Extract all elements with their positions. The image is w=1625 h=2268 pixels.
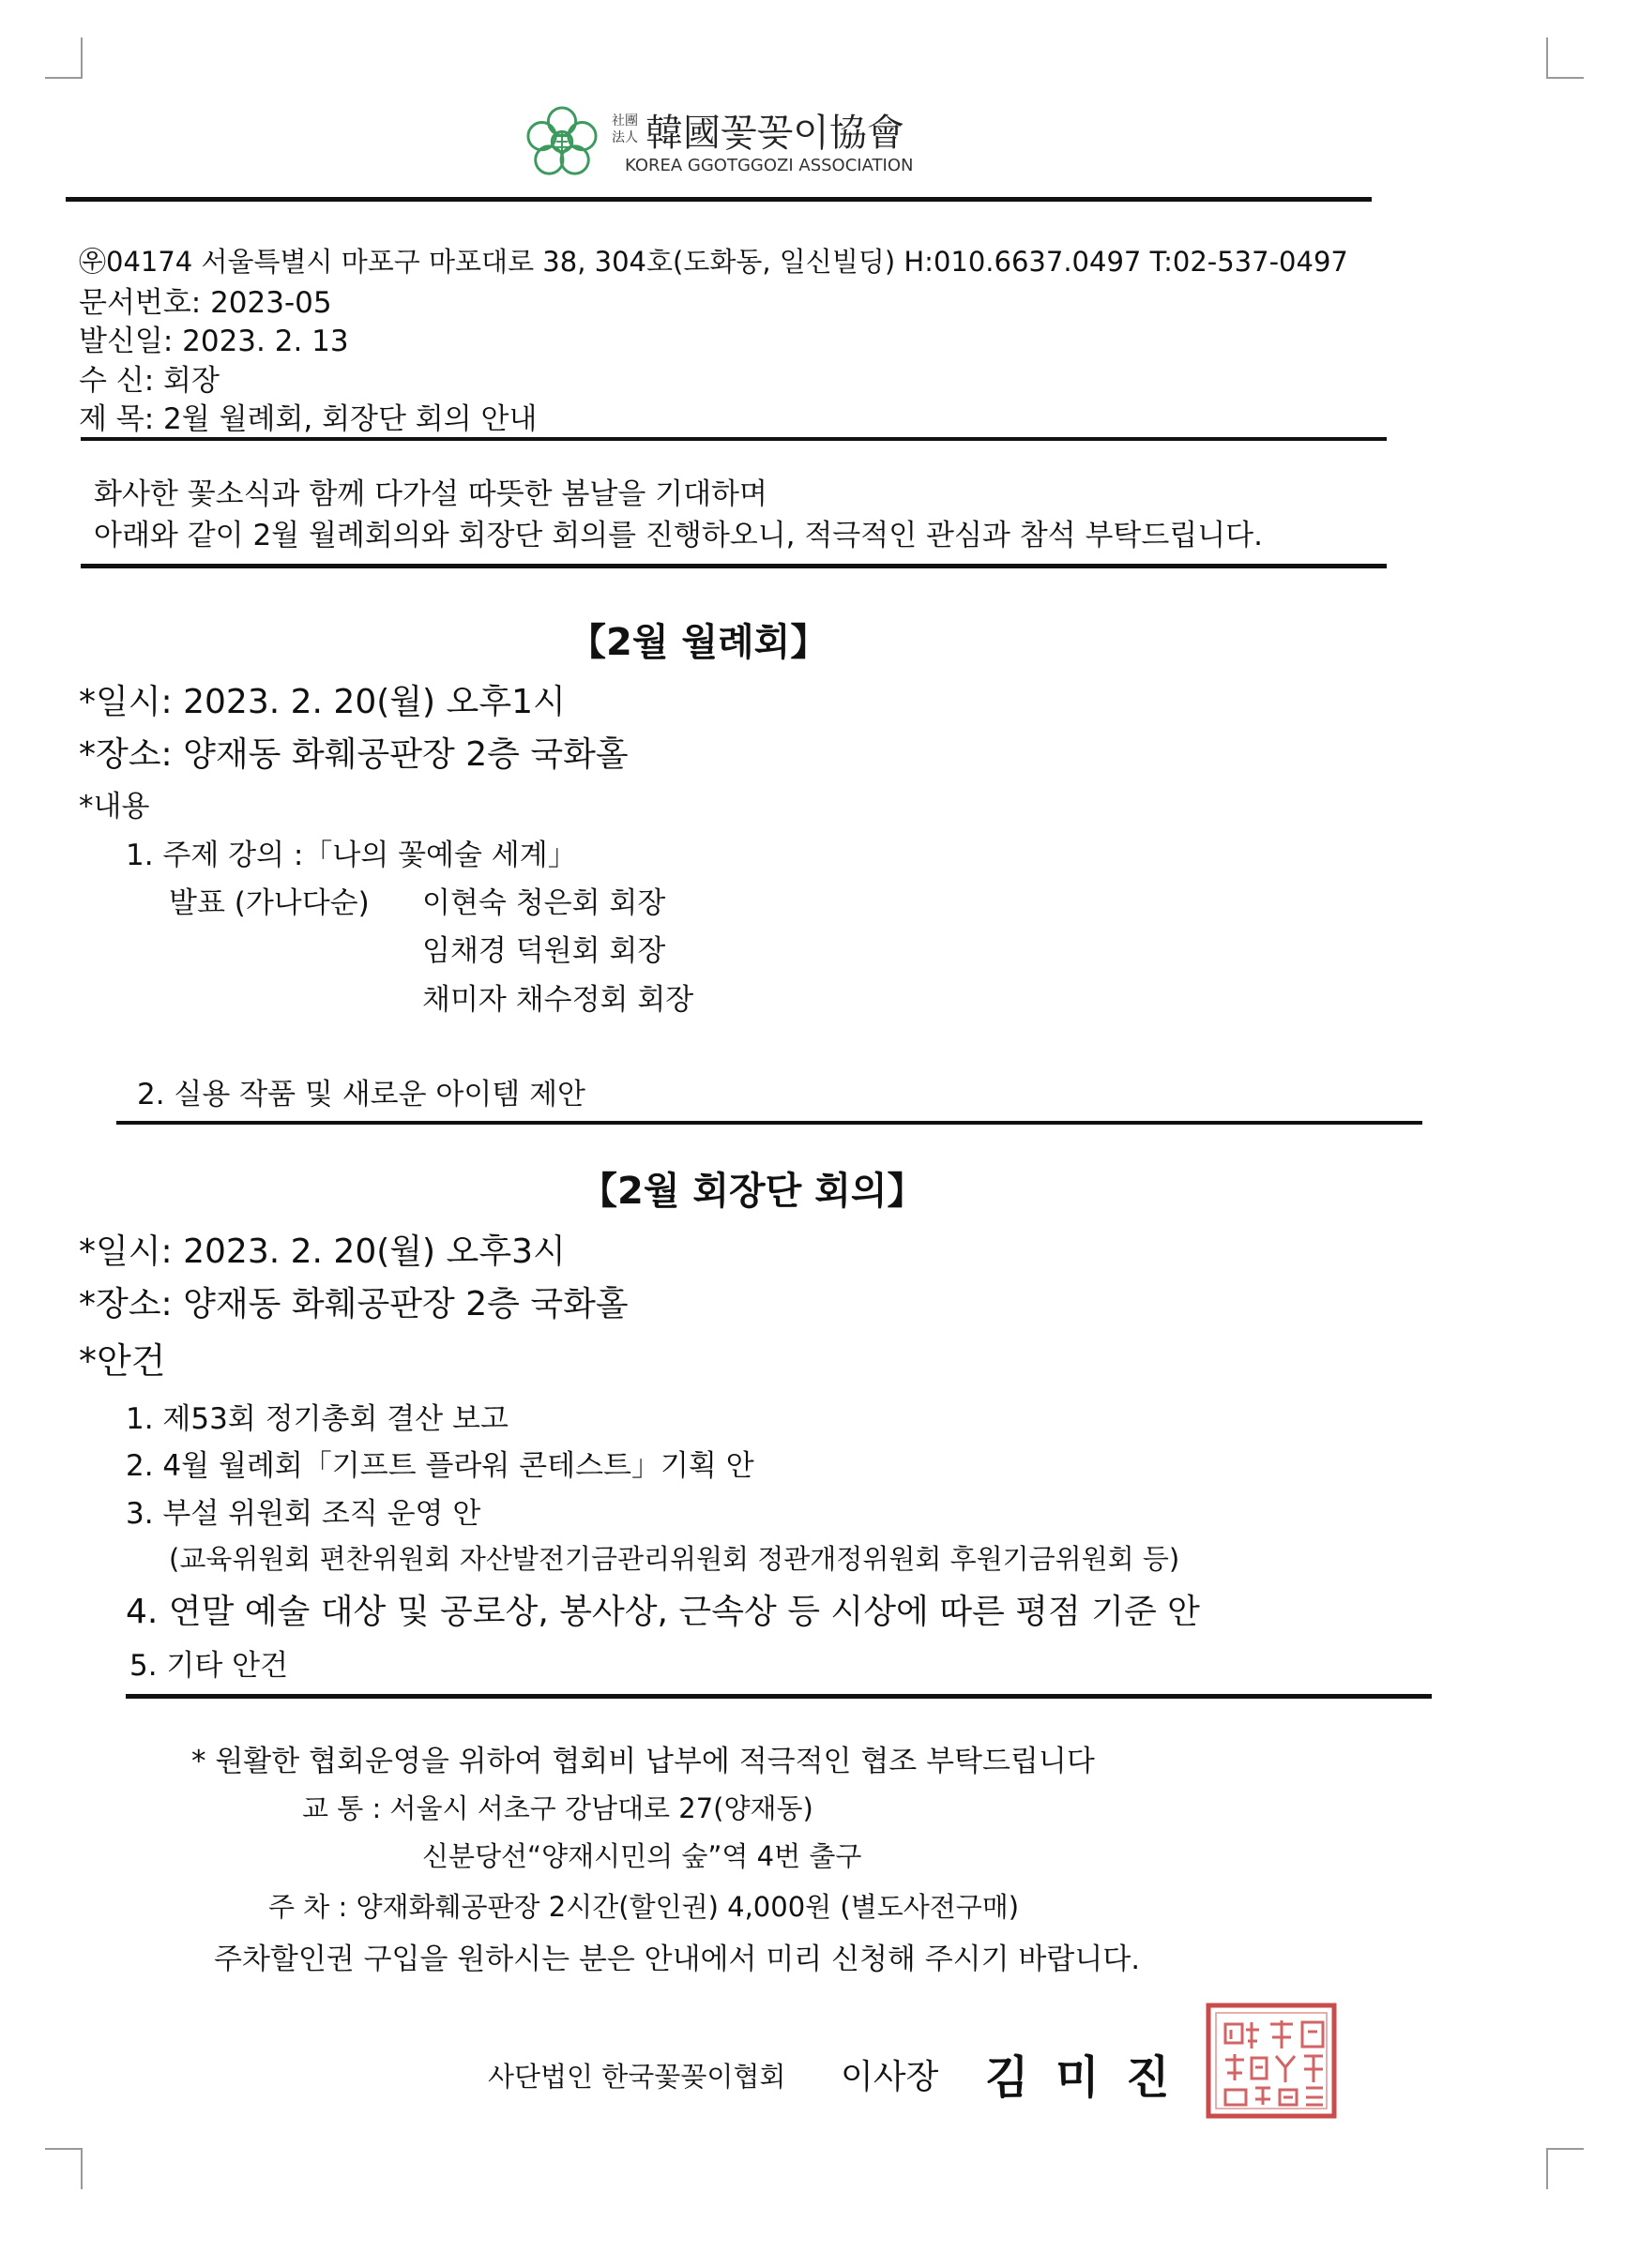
header-rule (66, 197, 1372, 202)
intro-line-1: 화사한 꽃소식과 함께 다가설 따뜻한 봄날을 기대하며 (94, 477, 767, 511)
document-number: 문서번호: 2023-05 (79, 286, 332, 320)
section2-place: *장소: 양재동 화훼공판장 2층 국화홀 (79, 1285, 629, 1323)
logo-title: 韓國꽃꽂이協會 (645, 112, 904, 155)
meta-rule (81, 437, 1387, 441)
section2-rule (126, 1694, 1432, 1699)
section1-rule (116, 1121, 1422, 1125)
corner-mark-bottom-left (45, 2148, 83, 2189)
agenda-item-3: 3. 부설 위원회 조직 운영 안 (126, 1497, 481, 1531)
subject: 제 목: 2월 월례회, 회장단 회의 안내 (79, 402, 538, 436)
logo-corp-label-1: 社團 (612, 113, 638, 129)
section1-title: 【2월 월례회】 (569, 621, 828, 664)
agenda-item-3-detail: (교육위원회 편찬위원회 자산발전기금관리위원회 정관개정위원회 후원기금위원회 등) (169, 1543, 1180, 1575)
seal-stamp-icon (1205, 2002, 1338, 2120)
intro-rule (81, 564, 1387, 568)
address-line: ㉾04174 서울특별시 마포구 마포대로 38, 304호(도화동, 일신빌딩) H:010.6637.0497 T:02-537-0497 (79, 246, 1348, 278)
section1-place: *장소: 양재동 화훼공판장 2층 국화홀 (79, 735, 629, 774)
recipient: 수 신: 회장 (79, 364, 220, 398)
signature-role: 이사장 (841, 2058, 939, 2096)
parking-note: 주 차 : 양재화훼공판장 2시간(할인권) 4,000원 (별도사전구매) (268, 1891, 1020, 1923)
logo-subtitle: KOREA GGOTGGOZI ASSOCIATION (625, 156, 914, 175)
corner-mark-top-left (45, 38, 83, 79)
presenter-3: 채미자 채수정회 회장 (422, 983, 694, 1017)
agenda-item-4: 4. 연말 예술 대상 및 공로상, 봉사상, 근속상 등 시상에 따른 평점 기준 안 (126, 1593, 1200, 1631)
send-date: 발신일: 2023. 2. 13 (79, 325, 349, 358)
transport-note: 교 통 : 서울시 서초구 강남대로 27(양재동) (302, 1792, 813, 1824)
corner-mark-top-right (1546, 38, 1584, 79)
transport-note-2: 신분당선“양재시민의 숲”역 4번 출구 (422, 1840, 862, 1872)
flower-emblem-icon (525, 105, 599, 178)
corner-mark-bottom-right (1546, 2148, 1584, 2189)
section2-date: *일시: 2023. 2. 20(월) 오후3시 (79, 1232, 566, 1271)
section1-item-2: 2. 실용 작품 및 새로운 아이템 제안 (137, 1078, 585, 1111)
section1-content-label: *내용 (79, 790, 150, 824)
presenter-label: 발표 (가나다순) (169, 886, 370, 920)
section2-title: 【2월 회장단 회의】 (580, 1170, 925, 1213)
signature-name: 김 미 진 (985, 2051, 1176, 2104)
logo-corp-label-2: 法人 (612, 130, 638, 145)
official-seal (1205, 2002, 1338, 2120)
parking-note-2: 주차할인권 구입을 원하시는 분은 안내에서 미리 신청해 주시기 바랍니다. (214, 1943, 1141, 1976)
agenda-item-2: 2. 4월 월례회「기프트 플라워 콘테스트」기획 안 (126, 1449, 754, 1483)
presenter-2: 임채경 덕원회 회장 (422, 934, 666, 968)
section1-date: *일시: 2023. 2. 20(월) 오후1시 (79, 683, 566, 721)
signature-org: 사단법인 한국꽃꽂이협회 (488, 2061, 786, 2093)
agenda-item-1: 1. 제53회 정기총회 결산 보고 (126, 1402, 509, 1436)
agenda-item-5: 5. 기타 안건 (129, 1649, 289, 1683)
section1-item-1: 1. 주제 강의 :「나의 꽃예술 세계」 (126, 839, 577, 872)
membership-fee-note: * 원활한 협회운영을 위하여 협회비 납부에 적극적인 협조 부탁드립니다 (191, 1745, 1095, 1778)
association-logo (525, 105, 957, 180)
presenter-1: 이현숙 청은회 회장 (422, 886, 666, 920)
intro-line-2: 아래와 같이 2월 월례회의와 회장단 회의를 진행하오니, 적극적인 관심과 참석 부탁드립니다. (94, 519, 1263, 552)
section2-agenda-label: *안건 (79, 1340, 166, 1382)
